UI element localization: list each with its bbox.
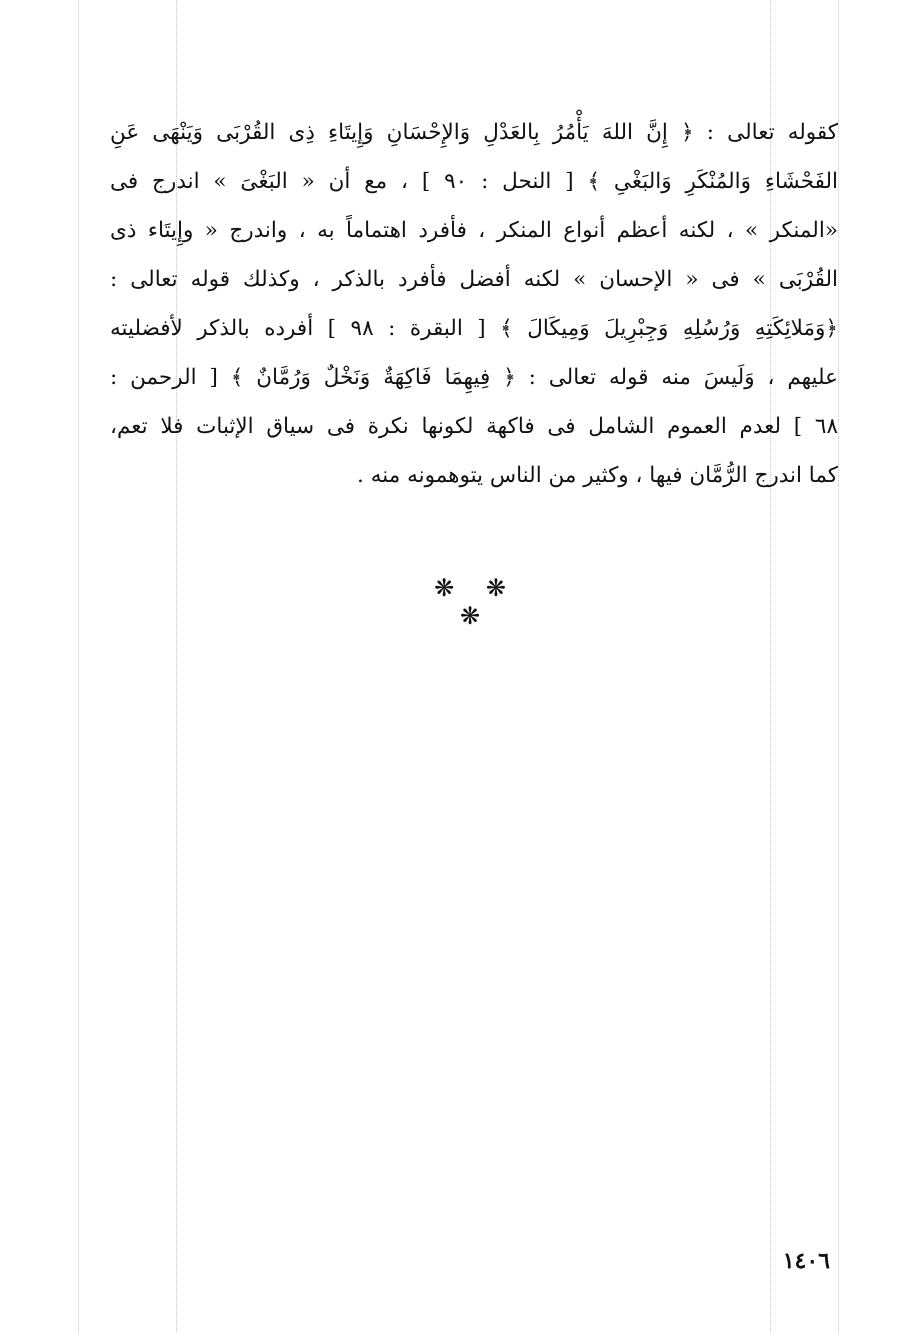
text-line: القُرْبَى » فى « الإحسان » لكنه أفضل فأفرد بالذكر ، وكذلك قوله تعالى : — [110, 267, 838, 292]
section-divider — [400, 574, 540, 630]
scan-guide-line — [838, 0, 839, 1333]
text-line: ﴿وَمَلائِكَتِهِ وَرُسُلِهِ وَجِبْرِيلَ وَمِيكَالَ ﴾ [ البقرة : ٩٨ ] أفرده بالذكر لأفضليته — [110, 316, 839, 341]
text-line: كما اندرج الرُّمَّان فيها ، وكثير من الناس يتوهمونه منه . — [357, 463, 838, 488]
asterism-icon: ❋ — [459, 602, 481, 630]
body-paragraph — [110, 108, 838, 500]
asterism-icon: ❋ — [485, 574, 506, 602]
asterism-icon: ❋ — [434, 574, 455, 602]
page-number: ١٤٠٦ — [782, 1248, 830, 1274]
text-line: ٦٨ ] لعدم العموم الشامل فى فاكهة لكونها نكرة فى سياق الإثبات فلا تعم، — [110, 414, 838, 439]
text-line: الفَحْشَاءِ وَالمُنْكَرِ وَالبَغْىِ ﴾ [ النحل : ٩٠ ] ، مع أن « البَغْىَ » اندرج فى — [110, 169, 839, 194]
text-line: «المنكر » ، لكنه أعظم أنواع المنكر ، فأفرد اهتماماً به ، واندرج « وإِيتَاء ذى — [110, 218, 838, 243]
text-line: عليهم ، وَلَيسَ منه قوله تعالى : ﴿ فِيهِمَا فَاكِهَةٌ وَنَخْلٌ وَرُمَّانٌ ﴾ [ الرحمن : — [110, 365, 838, 390]
text-line: كقوله تعالى : ﴿ إِنَّ اللهَ يَأْمُرُ بِالعَدْلِ وَالإِحْسَانِ وَإِيتَاءِ ذِى القُرْبَى وَيَنْهَى عَنِ — [110, 120, 838, 145]
scan-guide-line — [78, 0, 79, 1333]
